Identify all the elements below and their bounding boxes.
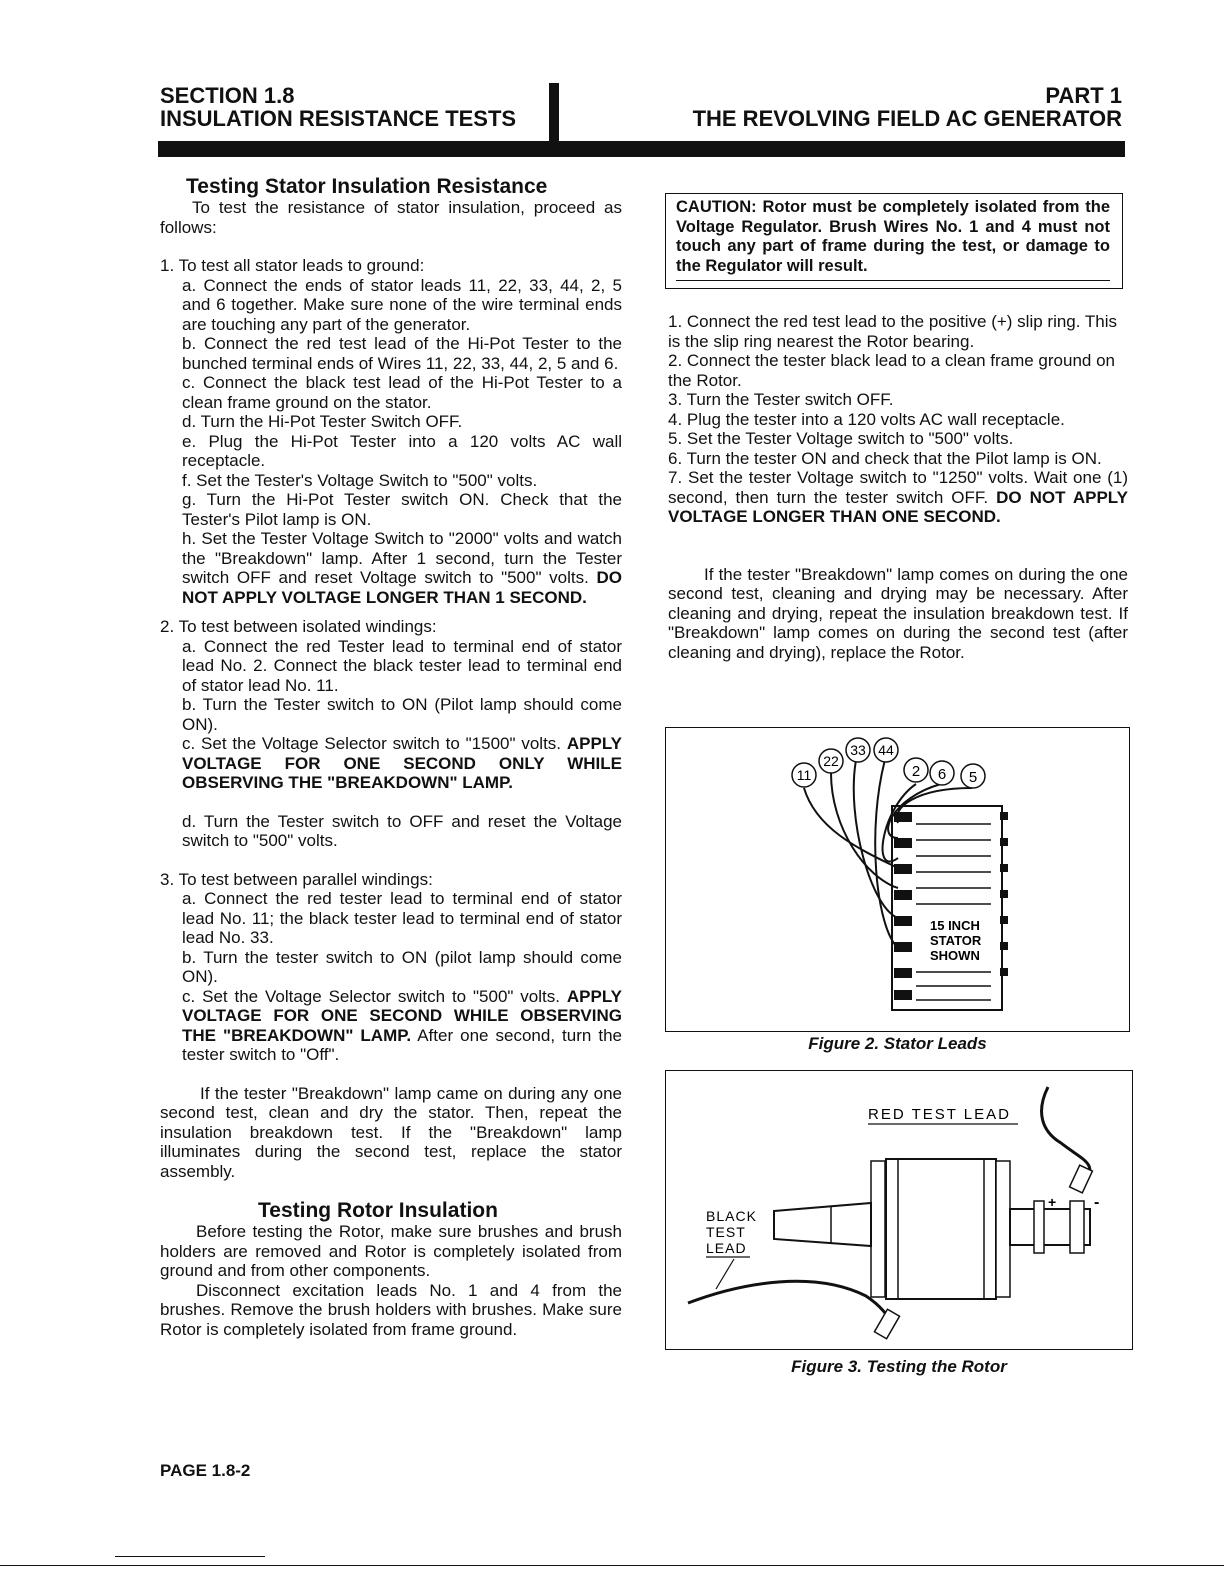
section-header [160,84,516,130]
section-title: INSULATION RESISTANCE TESTS [160,106,517,131]
rotor-intro: Before testing the Rotor, make sure brushes and brush holders are removed and Rotor is completely isolated from ground and from other components. [160,1222,622,1280]
caution-box [665,193,1123,289]
stator-label-line2: STATOR [930,933,982,948]
lead-label-2 [904,758,928,782]
stator-step-2c: c. Set the Voltage Selector switch to "1500" volts. APPLY VOLTAGE FOR ONE SECOND ONLY WHILE OBSERVING THE "BREAKDOWN" LAMP. [182,734,622,792]
stator-section-title: Testing Stator Insulation Resistance [186,175,548,198]
stator-step-1h: h. Set the Tester Voltage Switch to "2000" volts and watch the "Breakdown" lamp. After 1 second, turn the Tester switch OFF and reset Voltage switch to "500" volts. DO NOT APPLY VOLTAGE LONGER THAN 1 SECOND. [182,529,622,607]
black-lead-label-3: LEAD [706,1240,747,1256]
red-test-lead-label: RED TEST LEAD [868,1106,1011,1123]
stator-step-1f: f. Set the Tester's Voltage Switch to "500" volts. [182,470,538,490]
positive-ring-label: + [1048,1194,1057,1210]
section-number: SECTION 1.8 [160,83,295,108]
rotor-closing: If the tester "Breakdown" lamp comes on during the one second test, cleaning and drying may be necessary. After cleaning and drying, repeat the insulation breakdown test. If "Breakdown" lamp comes on during the second test (after cleaning and drying), replace the Rotor. [668,564,1128,662]
figure-2-stator-leads [665,727,1130,1032]
right-column [668,312,1128,662]
rotor-section-title: Testing Rotor Insulation [258,1199,498,1222]
stator-step-1: 1. To test all stator leads to ground: [160,256,425,275]
svg-text:33: 33 [850,742,866,758]
caution-text: CAUTION: Rotor must be completely isolated from the Voltage Regulator. Brush Wires No. 1 and 4 must not touch any part of frame during the test, or damage to the Regulator will result. [676,198,1110,281]
stator-step-3c: c. Set the Voltage Selector switch to "500" volts. APPLY VOLTAGE FOR ONE SECOND WHILE OBSERVING THE "BREAKDOWN" LAMP. After one second, turn the tester switch to "Off". [182,986,622,1064]
stator-step-3c-warning: APPLY VOLTAGE FOR ONE SECOND WHILE OBSERVING THE "BREAKDOWN" LAMP. [182,986,622,1045]
footer-short-rule [115,1556,265,1557]
part-title: THE REVOLVING FIELD AC GENERATOR [692,106,1122,131]
svg-text:44: 44 [878,742,894,758]
rotor-step-6: 6. Turn the tester ON and check that the Pilot lamp is ON. [668,448,1102,468]
page-number: PAGE 1.8-2 [160,1461,251,1480]
lead-label-6 [930,761,954,785]
figure-2-caption: Figure 2. Stator Leads [808,1034,987,1053]
stator-step-2b: b. Turn the Tester switch to ON (Pilot lamp should come ON). [182,695,622,734]
stator-closing: If the tester "Breakdown" lamp came on during any one second test, clean and dry the stator. Then, repeat the insulation breakdown test. If the "Breakdown" lamp illuminates during the second test, replace the stator assembly. [160,1083,622,1181]
figure-3-caption: Figure 3. Testing the Rotor [791,1357,1007,1376]
stator-step-1h-warning: DO NOT APPLY VOLTAGE LONGER THAN 1 SECOND. [182,568,622,607]
left-column [160,176,622,1339]
rotor-step-4: 4. Plug the tester into a 120 volts AC wall receptacle. [668,409,1065,429]
rotor-step-7-warning: DO NOT APPLY VOLTAGE LONGER THAN ONE SECOND. [668,487,1128,526]
header-rule [158,141,1125,157]
svg-text:11: 11 [796,767,812,783]
svg-text:6: 6 [937,766,947,783]
rotor-step-5: 5. Set the Tester Voltage switch to "500" volts. [668,429,1014,448]
stator-step-2c-warning: APPLY VOLTAGE FOR ONE SECOND ONLY WHILE OBSERVING THE "BREAKDOWN" LAMP. [182,734,622,792]
lead-label-33 [846,738,870,762]
stator-step-3: 3. To test between parallel windings: [160,869,433,889]
black-lead-label-1: BLACK [706,1208,757,1224]
svg-text:22: 22 [823,753,839,769]
stator-step-2d: d. Turn the Tester switch to OFF and reset the Voltage switch to "500" volts. [182,811,622,850]
stator-step-1g: g. Turn the Hi-Pot Tester switch ON. Check that the Tester's Pilot lamp is ON. [182,490,622,529]
stator-label-line1: 15 INCH [930,918,980,933]
rotor-illustration [666,1071,1131,1348]
figure-3-testing-rotor [665,1070,1133,1350]
black-lead-label-2: TEST [706,1224,746,1240]
svg-text:5: 5 [968,769,978,786]
stator-step-3a: a. Connect the red tester lead to terminal end of stator lead No. 11; the black tester lead to terminal end of stator lead No. 33. [182,889,622,947]
stator-step-1c: c. Connect the black test lead of the Hi-Pot Tester to a clean frame ground on the stator. [182,373,622,412]
negative-ring-label: - [1094,1194,1100,1211]
stator-illustration [666,728,1128,1030]
rotor-step-7: 7. Set the tester Voltage switch to "1250" volts. Wait one (1) second, then turn the tester switch OFF. DO NOT APPLY VOLTAGE LONGER THAN ONE SECOND. [668,468,1128,526]
lead-label-11 [792,763,816,787]
footer-rule [0,1565,1224,1566]
stator-step-2: 2. To test between isolated windings: [160,617,437,636]
svg-text:2: 2 [911,763,921,780]
stator-label-line3: SHOWN [930,948,980,963]
stator-step-1d: d. Turn the Hi-Pot Tester Switch OFF. [182,412,463,431]
stator-intro: To test the resistance of stator insulation, proceed as follows: [160,198,622,237]
rotor-step-1: 1. Connect the red test lead to the positive (+) slip ring. This is the slip ring nearest the Rotor bearing. [668,312,1118,351]
stator-step-2a: a. Connect the red Tester lead to terminal end of stator lead No. 2. Connect the black tester lead to terminal end of stator lead No. 11. [182,636,622,695]
part-header [693,84,1122,130]
stator-step-3b: b. Turn the tester switch to ON (pilot lamp should come ON). [182,947,622,986]
stator-step-1a: a. Connect the ends of stator leads 11, 22, 33, 44, 2, 5 and 6 together. Make sure none of the wire terminal ends are touching any part of the generator. [182,275,622,334]
rotor-step-3: 3. Turn the Tester switch OFF. [668,390,894,409]
rotor-step-2: 2. Connect the tester black lead to a clean frame ground on the Rotor. [668,351,1115,390]
rotor-disconnect: Disconnect excitation leads No. 1 and 4 from the brushes. Remove the brush holders with brushes. Make sure Rotor is completely isolated from frame ground. [160,1280,622,1339]
lead-label-5 [961,764,985,788]
part-number: PART 1 [1045,83,1122,108]
stator-step-1b: b. Connect the red test lead of the Hi-Pot Tester to the bunched terminal ends of Wires 11, 22, 33, 44, 2, 5 and 6. [182,334,622,373]
lead-label-44 [874,738,898,762]
lead-label-22 [819,749,843,773]
stator-step-1e: e. Plug the Hi-Pot Tester into a 120 volts AC wall receptacle. [182,431,622,470]
